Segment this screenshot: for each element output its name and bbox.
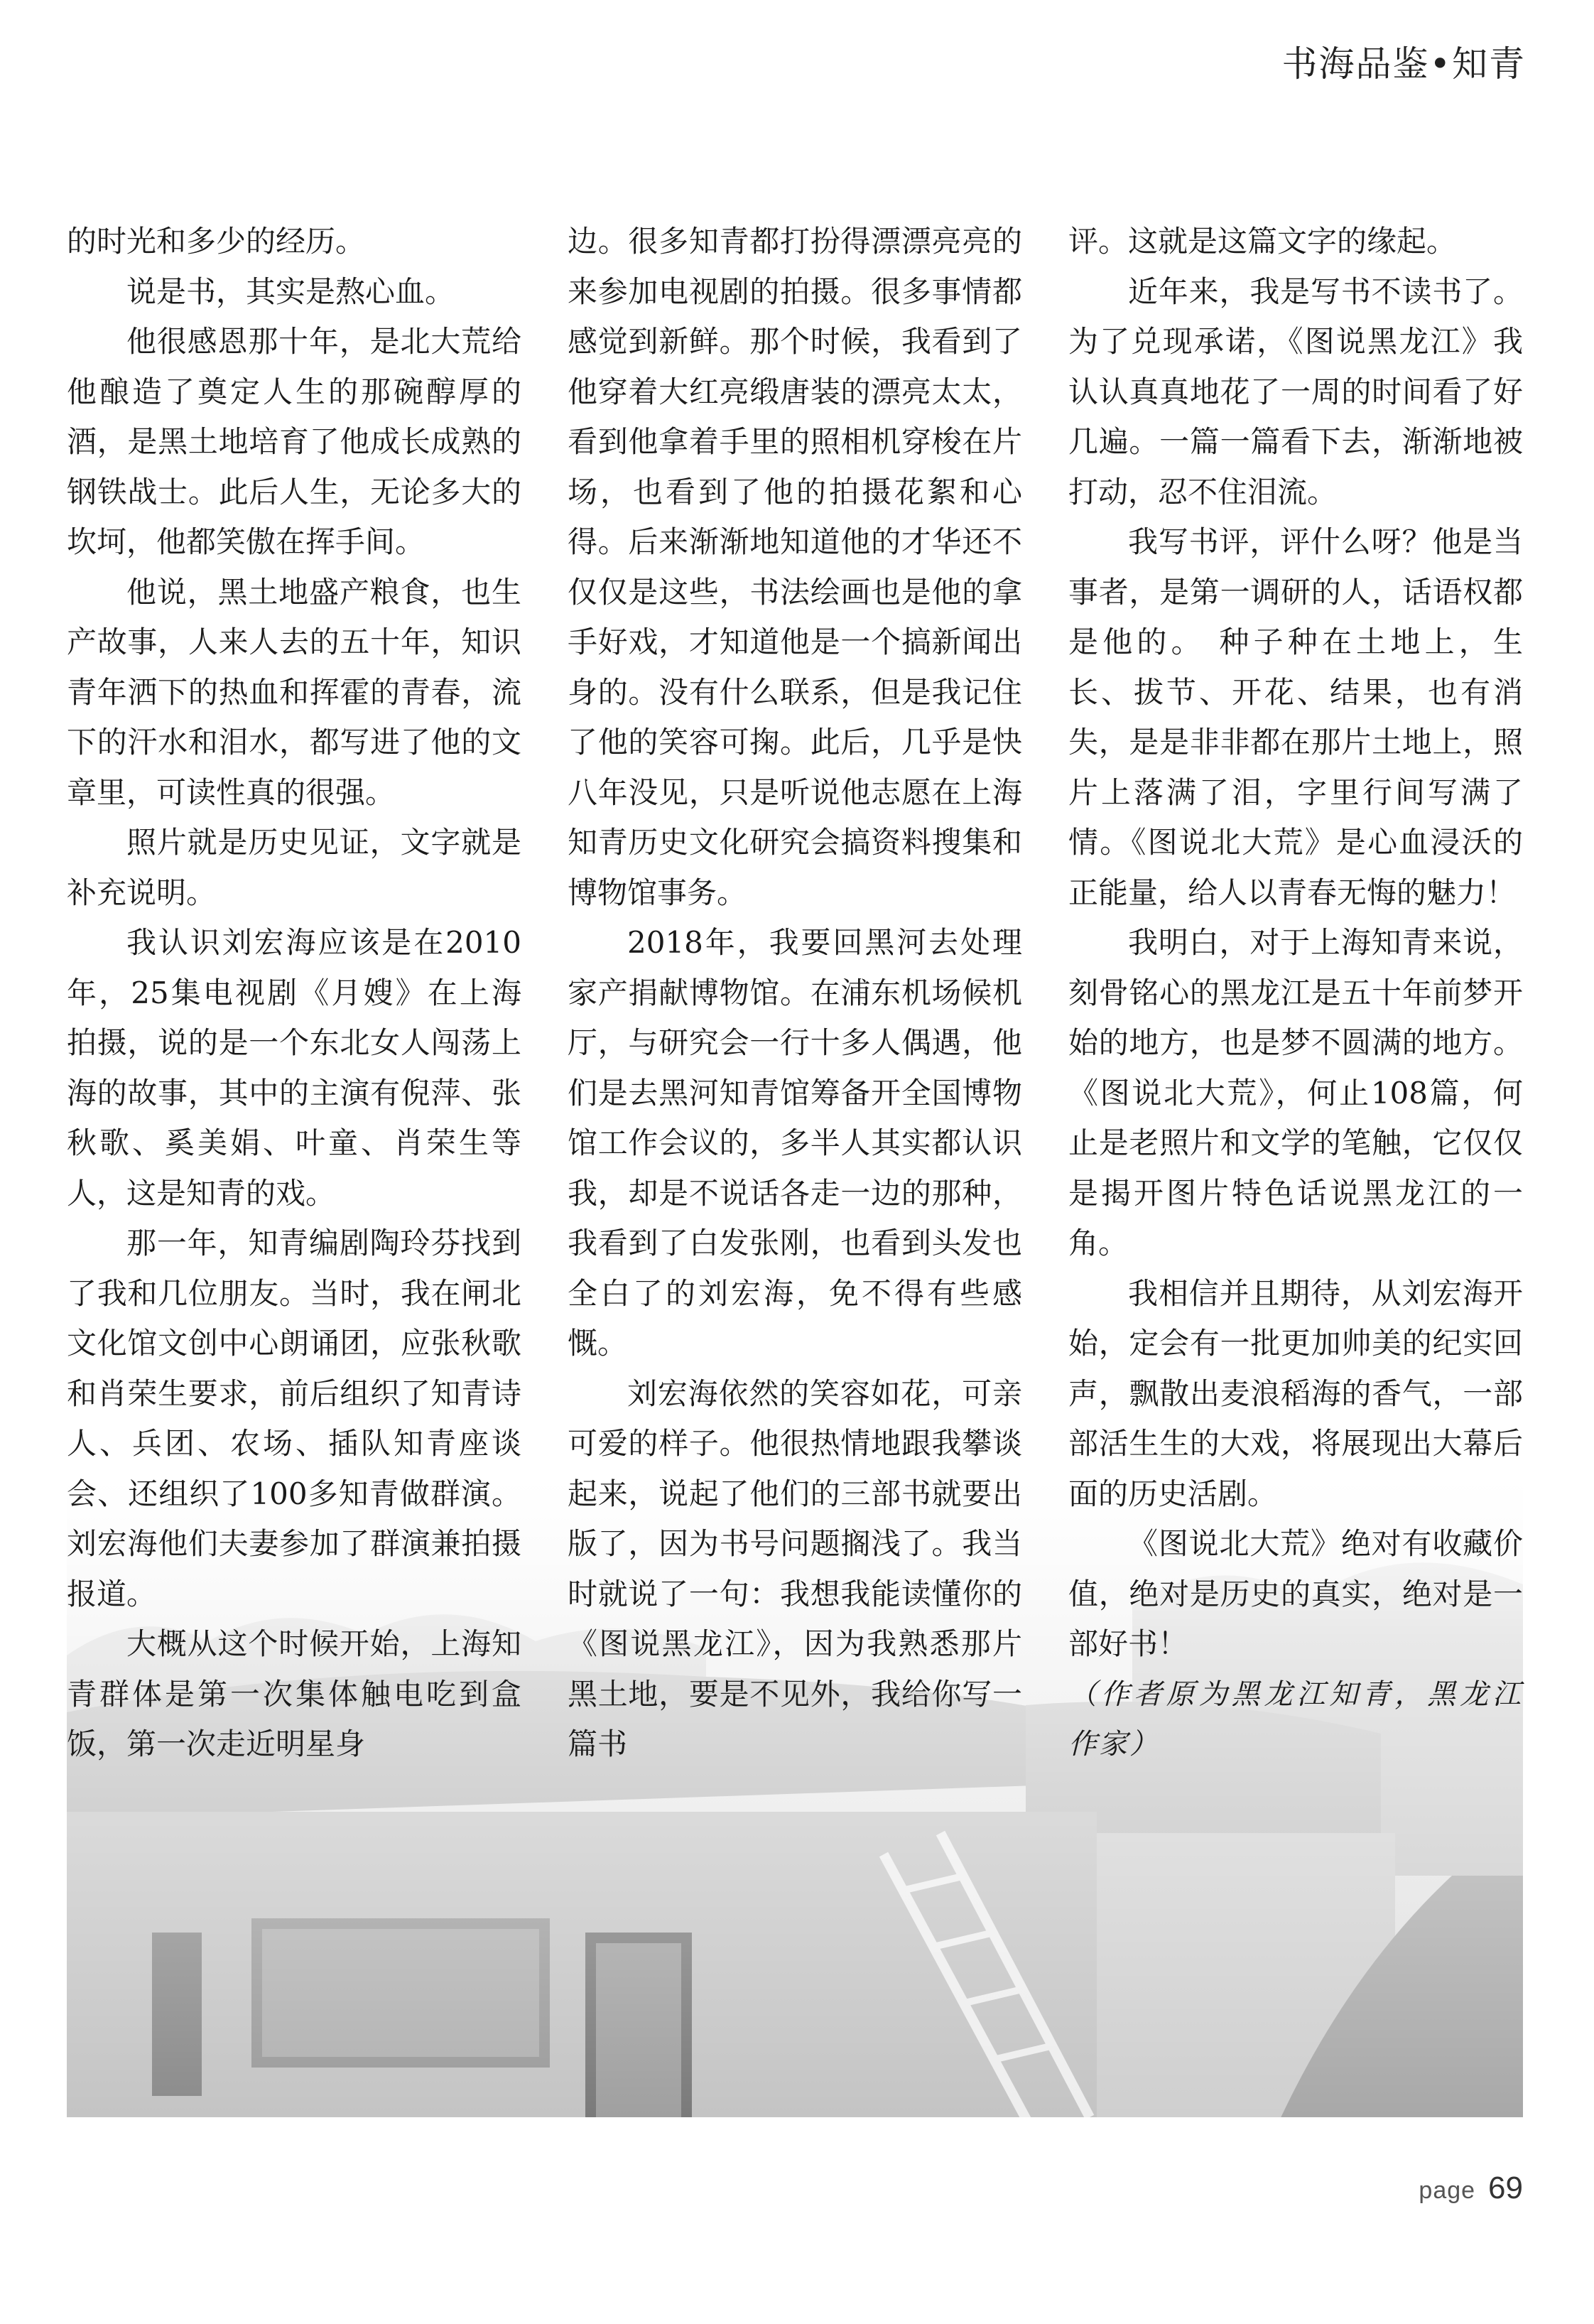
page-label: page [1419, 2177, 1476, 2204]
paragraph: 边。很多知青都打扮得漂漂亮亮的来参加电视剧的拍摄。很多事情都感觉到新鲜。那个时候，我看到了他穿着大红亮缎唐装的漂亮太太，看到他拿着手里的照相机穿梭在片场，也看到了他的拍摄花絮和心得。后来渐渐地知道他的才华还不仅仅是这些，书法绘画也是他的拿手好戏，才知道他是一个搞新闻出身的。没有什么联系，但是我记住了他的笑容可掬。此后，几乎是快八年没见，只是听说他志愿在上海知青历史文化研究会搞资料搜集和博物馆事务。 [568, 224, 1022, 910]
paragraph: 说是书，其实是熬心血。 [126, 274, 455, 309]
paragraph: 2018年，我要回黑河去处理家产捐献博物馆。在浦东机场候机厅，与研究会一行十多人偶遇，他们是去黑河知青馆筹备开全国博物馆工作会议的，多半人其实都认识我，却是不说话各走一边的那种，我看到了白发张刚，也看到头发也全白了的刘宏海，免不得有些感慨。 [568, 925, 1022, 1361]
paragraph: 近年来，我是写书不读书了。为了兑现承诺，《图说黑龙江》我认认真真地花了一周的时间看了好几遍。一篇一篇看下去，渐渐地被打动，忍不住泪流。 [1068, 274, 1523, 509]
paragraph: 我明白，对于上海知青来说，刻骨铭心的黑龙江是五十年前梦开始的地方，也是梦不圆满的地方。《图说北大荒》，何止108篇，何止是老照片和文学的笔触，它仅仅是揭开图片特色话说黑龙江的一角。 [1068, 925, 1523, 1260]
article-body [67, 217, 1523, 1922]
paragraph: 我写书评，评什么呀？他是当事者，是第一调研的人，话语权都是他的。 种子种在土地上，生长、拔节、开花、结果，也有消失，是是非非都在那片土地上，照片上落满了泪，字里行间写满了情。《图说北大荒》是心血浸沃的正能量，给人以青春无悔的魅力！ [1068, 524, 1523, 910]
text-column-3 [1068, 217, 1523, 1922]
text-column-1 [67, 217, 521, 1922]
paragraph: 《图说北大荒》绝对有收藏价值，绝对是历史的真实，绝对是一部好书！ [1068, 1526, 1523, 1661]
paragraph: 那一年，知青编剧陶玲芬找到了我和几位朋友。当时，我在闸北文化馆文创中心朗诵团，应张秋歌和肖荣生要求，前后组织了知青诗人、兵团、农场、插队知青座谈会、还组织了100多知青做群演。刘宏海他们夫妻参加了群演兼拍摄报道。 [67, 1226, 521, 1611]
paragraph: 的时光和多少的经历。 [67, 224, 366, 259]
paragraph: 评。这就是这篇文字的缘起。 [1068, 224, 1457, 259]
paragraph: 他说，黑土地盛产粮食，也生产故事，人来人去的五十年，知识青年洒下的热血和挥霍的青春，流下的汗水和泪水，都写进了他的文章里，可读性真的很强。 [67, 574, 521, 810]
author-note: （作者原为黑龙江知青，黑龙江作家） [1068, 1677, 1523, 1761]
paragraph: 大概从这个时候开始，上海知青群体是第一次集体触电吃到盒饭，第一次走近明星身 [67, 1626, 521, 1761]
text-column-2 [568, 217, 1022, 1922]
paragraph: 我相信并且期待，从刘宏海开始，定会有一批更加帅美的纪实回声，飘散出麦浪稻海的香气，一部部活生生的大戏，将展现出大幕后面的历史活剧。 [1068, 1275, 1523, 1511]
paragraph: 我认识刘宏海应该是在2010年，25集电视剧《月嫂》在上海拍摄，说的是一个东北女人闯荡上海的故事，其中的主演有倪萍、张秋歌、奚美娟、叶童、肖荣生等人，这是知青的戏。 [67, 925, 521, 1211]
section-header: 书海品鉴•知青 [1281, 43, 1526, 85]
paragraph: 刘宏海依然的笑容如花，可亲可爱的样子。他很热情地跟我攀谈起来，说起了他们的三部书就要出版了，因为书号问题搁浅了。我当时就说了一句：我想我能读懂你的《图说黑龙江》，因为我熟悉那片黑土地，要是不见外，我给你写一篇书 [568, 1376, 1022, 1761]
page-number: 69 [1488, 2171, 1523, 2205]
page-footer [1419, 2171, 1523, 2206]
paragraph: 照片就是历史见证，文字就是补充说明。 [67, 825, 521, 910]
paragraph: 他很感恩那十年，是北大荒给他酿造了奠定人生的那碗醇厚的酒，是黑土地培育了他成长成熟的钢铁战士。此后人生，无论多大的坎坷，他都笑傲在挥手间。 [67, 324, 521, 559]
